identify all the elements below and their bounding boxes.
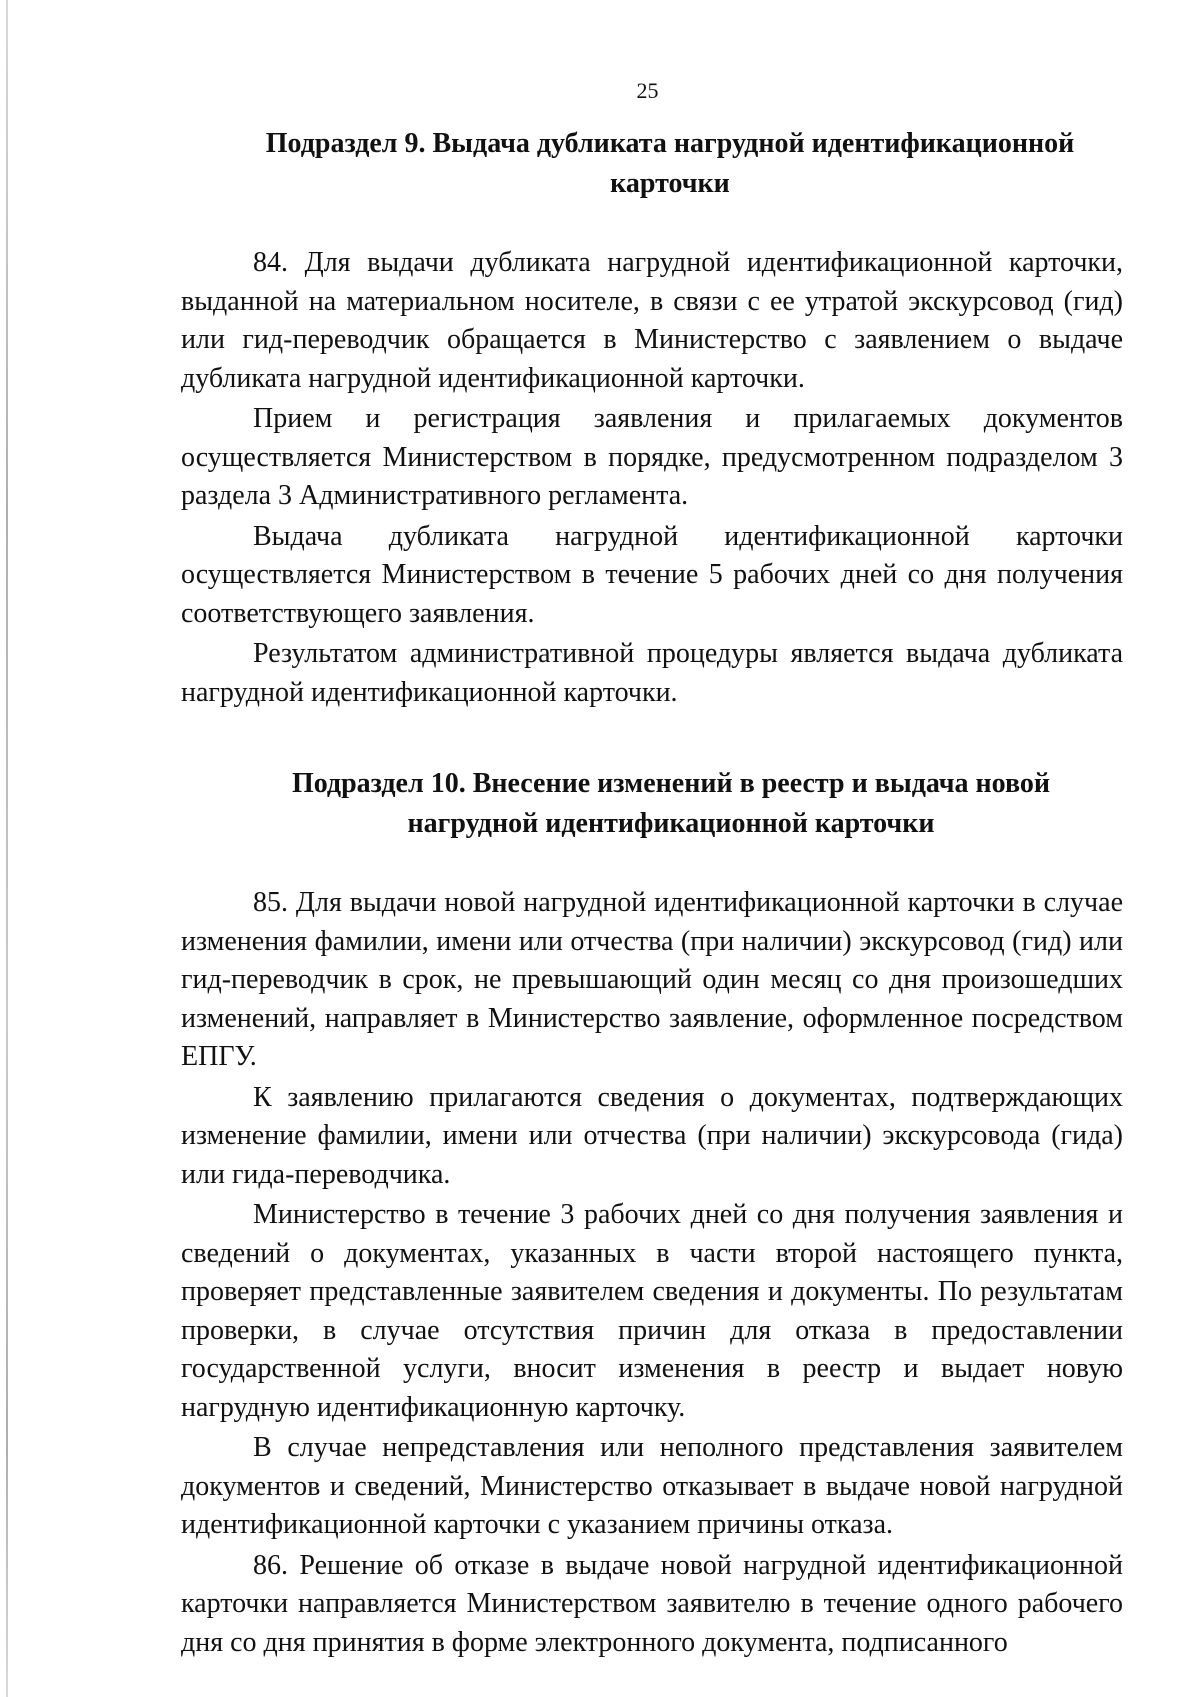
section-10-heading-line-2: нагрудной идентификационной карточки	[407, 808, 935, 839]
paragraph-86: 86. Решение об отказе в выдаче новой нагрудной идентификационной карточки направляется Министерством заявителю в течение одного рабочего дня со дня принятия в форме электронного документа, подписанного	[181, 1549, 1123, 1658]
section-10-body	[181, 884, 1123, 1662]
section-9	[181, 124, 1123, 712]
paragraph-85-review: Министерство в течение 3 рабочих дней со дня получения заявления и сведений о документах, указанных в части второй настоящего пункта, проверяет представленные заявителем сведения и документы. По результатам проверки, в случае отсутствия причин для отказа в предоставлении государственной услуги, вносит изменения в реестр и выдает новую нагрудную идентификационную карточку.	[181, 1199, 1123, 1423]
paragraph-84: 84. Для выдачи дубликата нагрудной идентификационной карточки, выданной на материальном носителе, в связи с ее утратой экскурсовод (гид) или гид-переводчик обращается в Министерство с заявлением о выдаче дубликата нагрудной идентификационной карточки.	[181, 247, 1123, 394]
paragraph-84-reception: Прием и регистрация заявления и прилагаемых документов осуществляется Министерством в порядке, предусмотренном подразделом 3 раздела 3 Административного регламента.	[181, 403, 1123, 511]
document-body	[181, 124, 1123, 1662]
section-9-heading-line-1: Подраздел 9. Выдача дубликата нагрудной идентификационной	[265, 128, 1075, 159]
paragraph-84-result: Результатом административной процедуры является выдача дубликата нагрудной идентификационной карточки.	[181, 638, 1123, 708]
section-9-heading	[181, 124, 1123, 204]
scan-edge-shadow	[6, 0, 8, 1697]
section-9-body	[181, 244, 1123, 712]
paragraph-85-refusal: В случае непредставления или неполного представления заявителем документов и сведений, Министерство отказывает в выдаче новой нагрудной идентификационной карточки с указанием причины отказа.	[181, 1432, 1123, 1540]
paragraph-85-attachments: К заявлению прилагаются сведения о документах, подтверждающих изменение фамилии, имени или отчества (при наличии) экскурсовода (гида) или гида-переводчика.	[181, 1081, 1123, 1190]
page-number: 25	[636, 78, 659, 103]
section-9-heading-line-2: карточки	[610, 168, 730, 199]
paragraph-85: 85. Для выдачи новой нагрудной идентификационной карточки в случае изменения фамилии, имени или отчества (при наличии) экскурсовод (гид) или гид-переводчик в срок, не превышающий один месяц со дня произошедших изменений, направляет в Министерство заявление, оформленное посредством ЕПГУ.	[181, 887, 1123, 1072]
paragraph-84-issuance: Выдача дубликата нагрудной идентификационной карточки осуществляется Министерством в течение 5 рабочих дней со дня получения соответствующего заявления.	[181, 520, 1123, 629]
section-10-heading	[181, 764, 1123, 844]
section-10	[181, 764, 1123, 1662]
section-10-heading-line-1: Подраздел 10. Внесение изменений в реестр и выдача новой	[291, 768, 1051, 799]
